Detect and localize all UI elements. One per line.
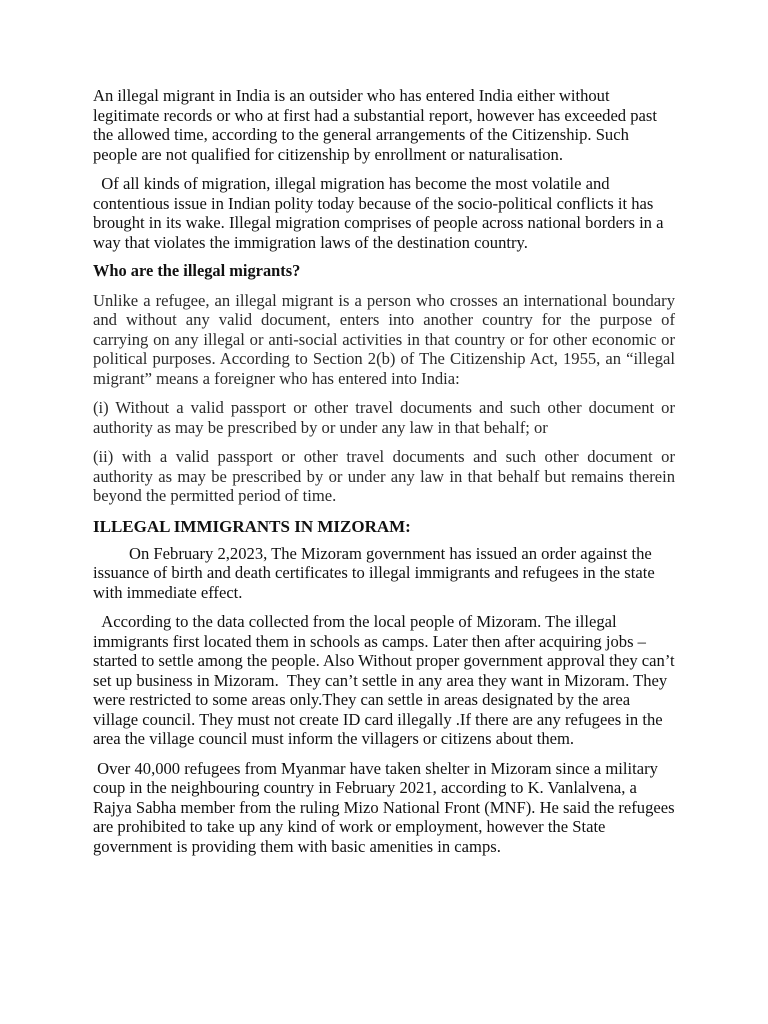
paragraph-refugees-myanmar: Over 40,000 refugees from Myanmar have taken shelter in Mizoram since a military coup in the neighbouring country in February 2021, according to K. Vanlalvena, a Rajya Sabha member from the ruling Mizo National Front (MNF). He said the refugees are prohibited to take up any kind of work or employment, however the State government is providing them with basic amenities in camps. — [93, 758, 679, 856]
paragraph-clause-ii: (ii) with a valid passport or other travel documents and such other document or authority as may be prescribed by or under any law in that behalf but remains therein beyond the permitted period of time. — [93, 447, 675, 505]
document-page — [93, 86, 679, 856]
paragraph-local-data: According to the data collected from the local people of Mizoram. The illegal immigrants first located them in schools as camps. Later then after acquiring jobs – started to settle among the people. Also Without proper government approval they can’t set up business in Mizoram. They can’t settle in any area they want in Mizoram. They were restricted to some areas only.They can settle in areas designated by the area village council. They must not create ID card illegally .If there are any refugees in the area the village council must inform the villagers or citizens about them. — [93, 612, 679, 748]
heading-who-are-illegal-migrants: Who are the illegal migrants? — [93, 261, 301, 280]
paragraph-refugee-vs-migrant: Unlike a refugee, an illegal migrant is a person who crosses an international boundary and without any valid document, enters into another country for the purpose of carrying on any illegal or anti-social activities in that country or for other economic or political purposes. According to Section 2(b) of The Citizenship Act, 1955, an “illegal migrant” means a foreigner who has entered into India: — [93, 290, 675, 388]
paragraph-clause-i: (i) Without a valid passport or other travel documents and such other document or authority as may be prescribed by or under any law in that behalf; or — [93, 398, 675, 437]
paragraph-mizoram-order: On February 2,2023, The Mizoram government has issued an order against the issuance of birth and death certificates to illegal immigrants and refugees in the state with immediate effect. — [93, 543, 655, 602]
heading-illegal-immigrants-mizoram: ILLEGAL IMMIGRANTS IN MIZORAM: — [93, 516, 411, 536]
paragraph-illegal-migrant-definition: An illegal migrant in India is an outsider who has entered India either without legitimate records or who at first had a substantial report, however has exceeded past the allowed time, according to the general arrangements of the Citizenship. Such people are not qualified for citizenship by enrollment or naturalisation. — [93, 86, 662, 164]
paragraph-illegal-migration-issue: Of all kinds of migration, illegal migration has become the most volatile and contentious issue in Indian polity today because of the socio-political conflicts it has brought in its wake. Illegal migration comprises of people across national borders in a way that violates the immigration laws of the destination country. — [93, 174, 668, 252]
